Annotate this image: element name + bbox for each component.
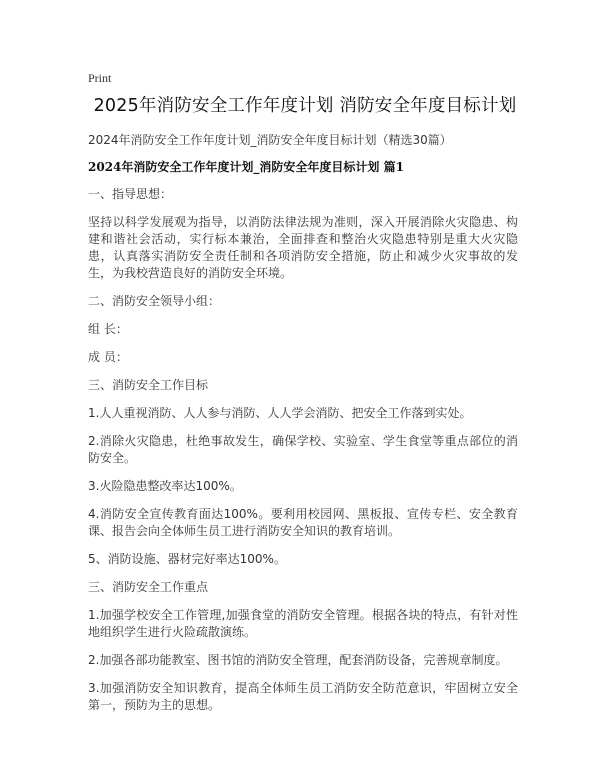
goal-item-4: 4.消防安全宣传教育面达100%。要利用校园网、黑板报、宣传专栏、安全教育课、报告会向全体师生员工进行消防安全知识的教育培训。 <box>88 507 518 538</box>
heading-safety-goals: 三、消防安全工作目标 <box>88 378 209 392</box>
goal-item-5: 5、消防设施、器材完好率达100%。 <box>88 552 286 566</box>
section-heading: 2024年消防安全工作年度计划_消防安全年度目标计划 篇1 <box>88 160 404 174</box>
goal-item-3: 3.火险隐患整改率达100%。 <box>88 479 242 493</box>
print-label: Print <box>88 71 112 85</box>
heading-leadership-group: 二、消防安全领导小组： <box>88 294 221 308</box>
leader-line: 组 长： <box>88 322 128 336</box>
focus-item-2: 2.加强各部功能教室、图书馆的消防安全管理，配套消防设备，完善规章制度。 <box>88 653 508 667</box>
heading-guiding-principle: 一、指导思想： <box>88 187 173 201</box>
members-line: 成 员： <box>88 350 128 364</box>
focus-item-3: 3.加强消防安全知识教育，提高全体师生员工消防安全防范意识，牢固树立安全第一，预防为主的思想。 <box>88 681 518 712</box>
document-subtitle: 2024年消防安全工作年度计划_消防安全年度目标计划（精选30篇） <box>88 133 452 147</box>
heading-work-focus: 三、消防安全工作重点 <box>88 580 209 594</box>
goal-item-1: 1.人人重视消防、人人参与消防、人人学会消防、把安全工作落到实处。 <box>88 406 472 420</box>
goal-item-2: 2.消除火灾隐患，杜绝事故发生，确保学校、实验室、学生食堂等重点部位的消防安全。 <box>88 434 518 465</box>
document-title: 2025年消防安全工作年度计划 消防安全年度目标计划 <box>93 96 517 116</box>
focus-item-1: 1.加强学校安全工作管理,加强食堂的消防安全管理。根据各块的特点，有针对性地组织学生进行火险疏散演练。 <box>88 608 518 639</box>
document-body <box>88 132 518 725</box>
paragraph-guiding-principle: 坚持以科学发展观为指导，以消防法律法规为准则，深入开展消除火灾隐患、构建和谐社会活动，实行标本兼治，全面排查和整治火灾隐患特别是重大火灾隐患，认真落实消防安全责任制和各项消防安全措施，防止和减少火灾事故的发生，为我校营造良好的消防安全环境。 <box>88 215 518 280</box>
